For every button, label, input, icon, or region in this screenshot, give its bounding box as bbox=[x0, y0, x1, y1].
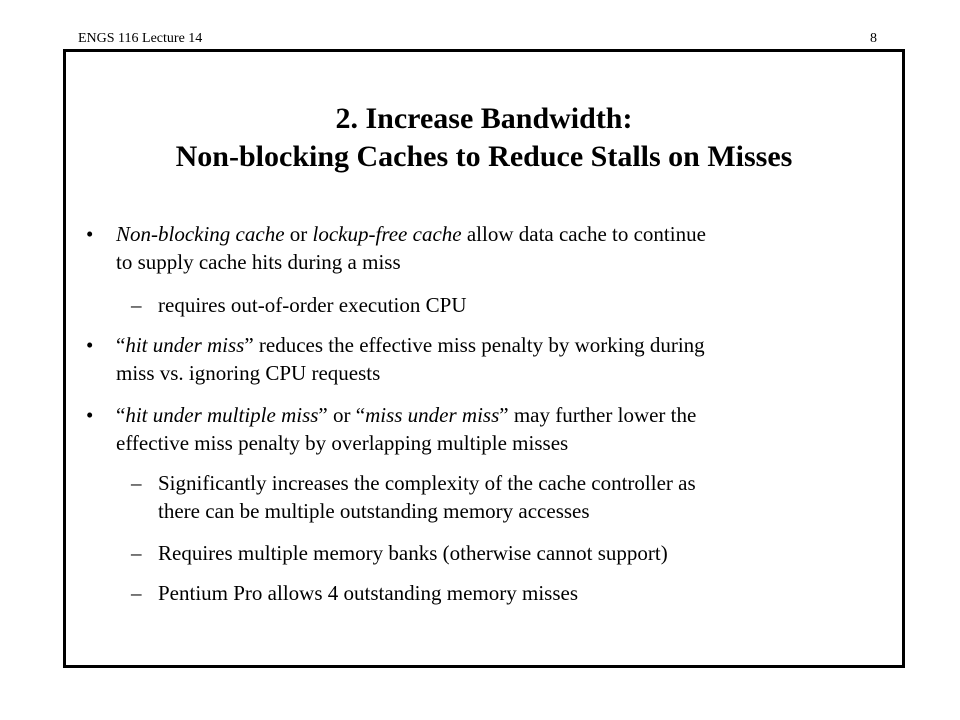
text-span: ” may further lower the bbox=[499, 403, 697, 427]
term-hit-under-multiple-miss: hit under multiple miss bbox=[125, 403, 319, 427]
dash-marker: – bbox=[131, 581, 142, 605]
term-hit-under-miss: hit under miss bbox=[125, 333, 245, 357]
bullet-3-line-1 bbox=[116, 402, 696, 428]
title-line-2: Non-blocking Caches to Reduce Stalls on Misses bbox=[175, 140, 793, 173]
text-span: or bbox=[284, 222, 313, 246]
bullet-marker: • bbox=[86, 222, 94, 246]
text-span: allow data cache to continue bbox=[461, 222, 706, 246]
dash-marker: – bbox=[131, 541, 142, 565]
bullet-3-line-2: effective miss penalty by overlapping multiple misses bbox=[116, 431, 569, 455]
bullet-2-line-2: miss vs. ignoring CPU requests bbox=[116, 361, 381, 385]
sub-bullet-4: Pentium Pro allows 4 outstanding memory misses bbox=[158, 581, 578, 605]
slide-body bbox=[66, 52, 902, 665]
sub-bullet-1: requires out-of-order execution CPU bbox=[158, 293, 467, 317]
term-non-blocking-cache: Non-blocking cache bbox=[116, 222, 285, 246]
sub-bullet-2-line-1: Significantly increases the complexity of the cache controller as bbox=[158, 471, 696, 495]
sub-bullet-2-line-2: there can be multiple outstanding memory accesses bbox=[158, 499, 590, 523]
text-span: ” or “ bbox=[318, 403, 366, 427]
dash-marker: – bbox=[131, 293, 142, 317]
bullet-1-line-1 bbox=[116, 221, 706, 247]
slide-frame bbox=[63, 49, 905, 668]
lecture-header: ENGS 116 Lecture 14 bbox=[78, 31, 203, 46]
sub-bullet-3: Requires multiple memory banks (otherwise cannot support) bbox=[158, 541, 668, 565]
text-span: “ bbox=[116, 403, 126, 427]
bullet-marker: • bbox=[86, 403, 94, 427]
term-miss-under-miss: miss under miss bbox=[365, 403, 500, 427]
text-span: ” reduces the effective miss penalty by working during bbox=[244, 333, 705, 357]
text-span: “ bbox=[116, 333, 126, 357]
term-lockup-free-cache: lockup-free cache bbox=[312, 222, 462, 246]
dash-marker: – bbox=[131, 471, 142, 495]
bullet-marker: • bbox=[86, 333, 94, 357]
page-number: 8 bbox=[870, 31, 877, 46]
title-line-1: 2. Increase Bandwidth: bbox=[335, 102, 633, 135]
bullet-1-line-2: to supply cache hits during a miss bbox=[116, 250, 401, 274]
bullet-2-line-1 bbox=[116, 332, 705, 358]
